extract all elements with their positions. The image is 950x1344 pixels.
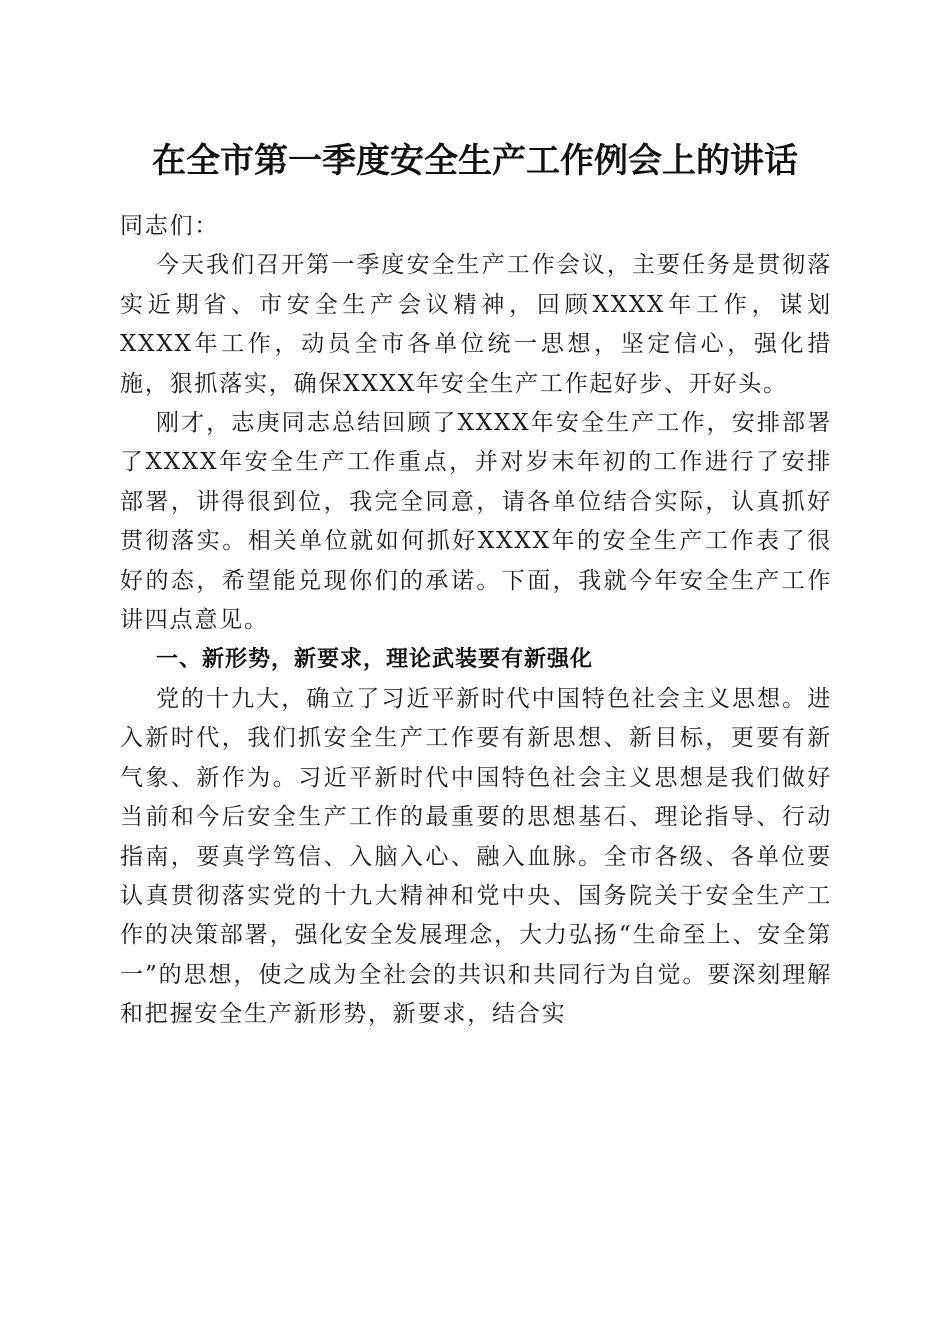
section-heading-1: 一、新形势，新要求，理论武装要有新强化 [156, 647, 594, 673]
salutation: 同志们： [120, 213, 220, 239]
paragraph-review: 刚才，志庚同志总结回顾了XXXX年安全生产工作，安排部署了XXXX年安全生产工作重点，并对岁末年初的工作进行了安排部署，讲得很到位，我完全同意，请各单位结合实际，认真抓好贯彻落实。相关单位就如何抓好XXXX年的安全生产工作表了很好的态，希望能兑现你们的承诺。下面，我就今年安全生产工作讲四点意见。 [120, 410, 832, 634]
paragraph-section-1: 党的十九大，确立了习近平新时代中国特色社会主义思想。进入新时代，我们抓安全生产工作要有新思想、新目标，更要有新气象、新作为。习近平新时代中国特色社会主义思想是我们做好当前和今后安全生产工作的最重要的思想基石、理论指导、行动指南，要真学笃信、入脑入心、融入血脉。全市各级、各单位要认真贯彻落实党的十九大精神和党中央、国务院关于安全生产工作的决策部署，强化安全发展理念，大力弘扬“生命至上、安全第一”的思想，使之成为全社会的共识和共同行为自觉。要深刻理解和把握安全生产新形势，新要求，结合实 [120, 685, 832, 1028]
paragraph-opening: 今天我们召开第一季度安全生产工作会议，主要任务是贯彻落实近期省、市安全生产会议精神，回顾XXXX年工作，谋划XXXX年工作，动员全市各单位统一思想，坚定信心，强化措施，狠抓落实，确保XXXX年安全生产工作起好步、开好头。 [120, 252, 832, 397]
document-title: 在全市第一季度安全生产工作例会上的讲话 [152, 141, 798, 181]
document-body [120, 207, 832, 1035]
